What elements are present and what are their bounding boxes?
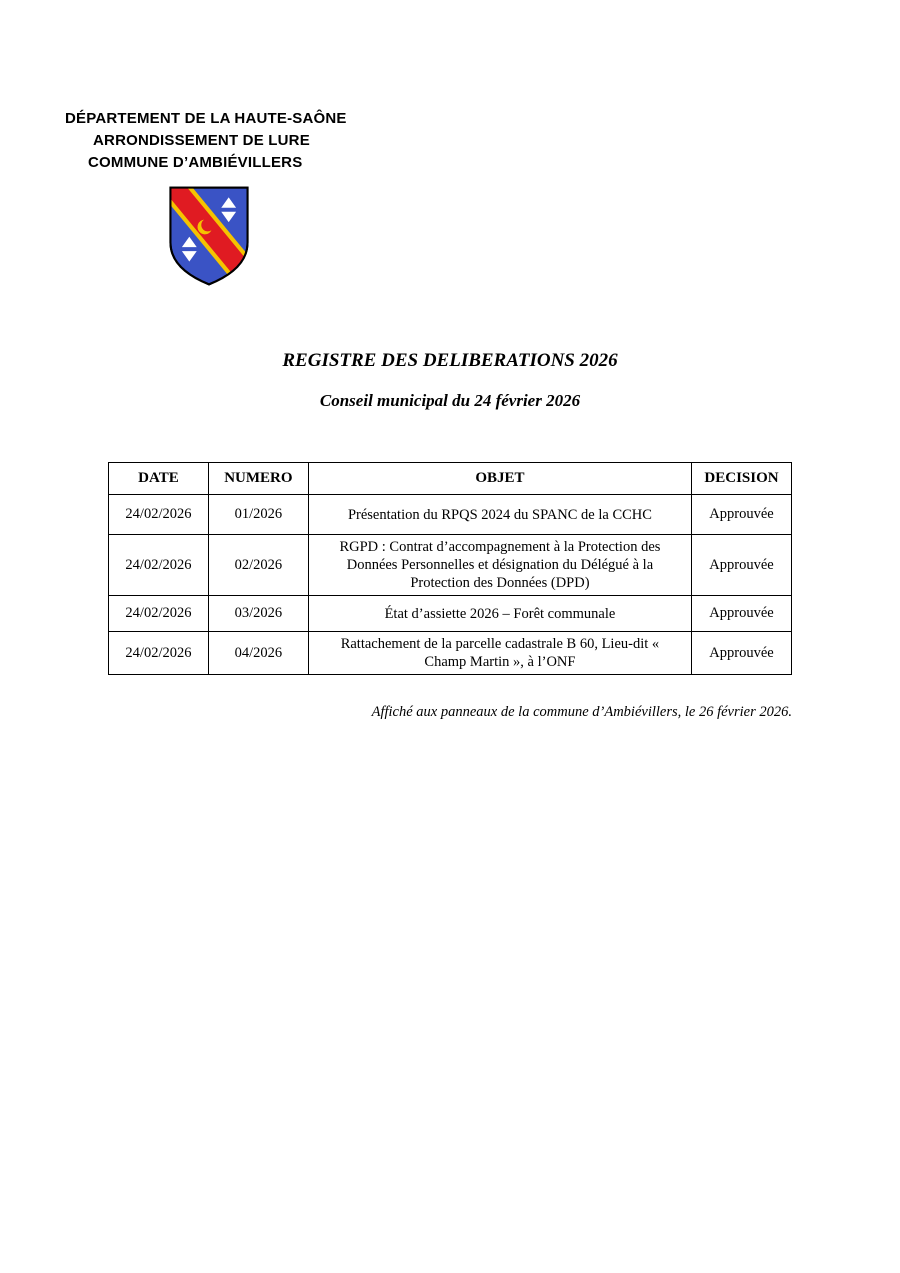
cell-date: 24/02/2026: [109, 535, 209, 596]
cell-objet: Rattachement de la parcelle cadastrale B 60, Lieu-dit « Champ Martin », à l’ONF: [308, 632, 691, 675]
administrative-header: [65, 108, 347, 174]
commune-line: COMMUNE D’AMBIÉVILLERS: [88, 154, 303, 171]
cell-objet: RGPD : Contrat d’accompagnement à la Protection des Données Personnelles et désignation du Délégué à la Protection des Données (DPD): [308, 535, 691, 596]
posting-note: Affiché aux panneaux de la commune d’Ambiévillers, le 26 février 2026.: [371, 704, 792, 720]
header-decision: DECISION: [692, 463, 792, 495]
cell-numero: 01/2026: [208, 495, 308, 535]
table-row: [109, 535, 792, 596]
cell-objet: Présentation du RPQS 2024 du SPANC de la CCHC: [308, 495, 691, 535]
cell-date: 24/02/2026: [109, 596, 209, 632]
cell-decision: Approuvée: [692, 632, 792, 675]
cell-date: 24/02/2026: [109, 632, 209, 675]
header-objet: OBJET: [308, 463, 691, 495]
deliberations-table: [108, 462, 792, 675]
register-title: REGISTRE DES DELIBERATIONS 2026: [282, 350, 618, 371]
cell-decision: Approuvée: [692, 596, 792, 632]
coat-of-arms-svg: [168, 185, 250, 287]
header-date: DATE: [109, 463, 209, 495]
cell-decision: Approuvée: [692, 495, 792, 535]
cell-numero: 04/2026: [208, 632, 308, 675]
table-header: [109, 463, 792, 495]
table-row: [109, 632, 792, 675]
department-line: DÉPARTEMENT DE LA HAUTE-SAÔNE: [65, 110, 347, 127]
council-subtitle: Conseil municipal du 24 février 2026: [319, 391, 581, 410]
cell-date: 24/02/2026: [109, 495, 209, 535]
cell-decision: Approuvée: [692, 535, 792, 596]
cell-numero: 03/2026: [208, 596, 308, 632]
cell-objet: État d’assiette 2026 – Forêt communale: [308, 596, 691, 632]
table-row: [109, 596, 792, 632]
header-numero: NUMERO: [208, 463, 308, 495]
table-row: [109, 495, 792, 535]
coat-of-arms-icon: [168, 185, 250, 287]
cell-numero: 02/2026: [208, 535, 308, 596]
arrondissement-line: ARRONDISSEMENT DE LURE: [93, 132, 310, 149]
